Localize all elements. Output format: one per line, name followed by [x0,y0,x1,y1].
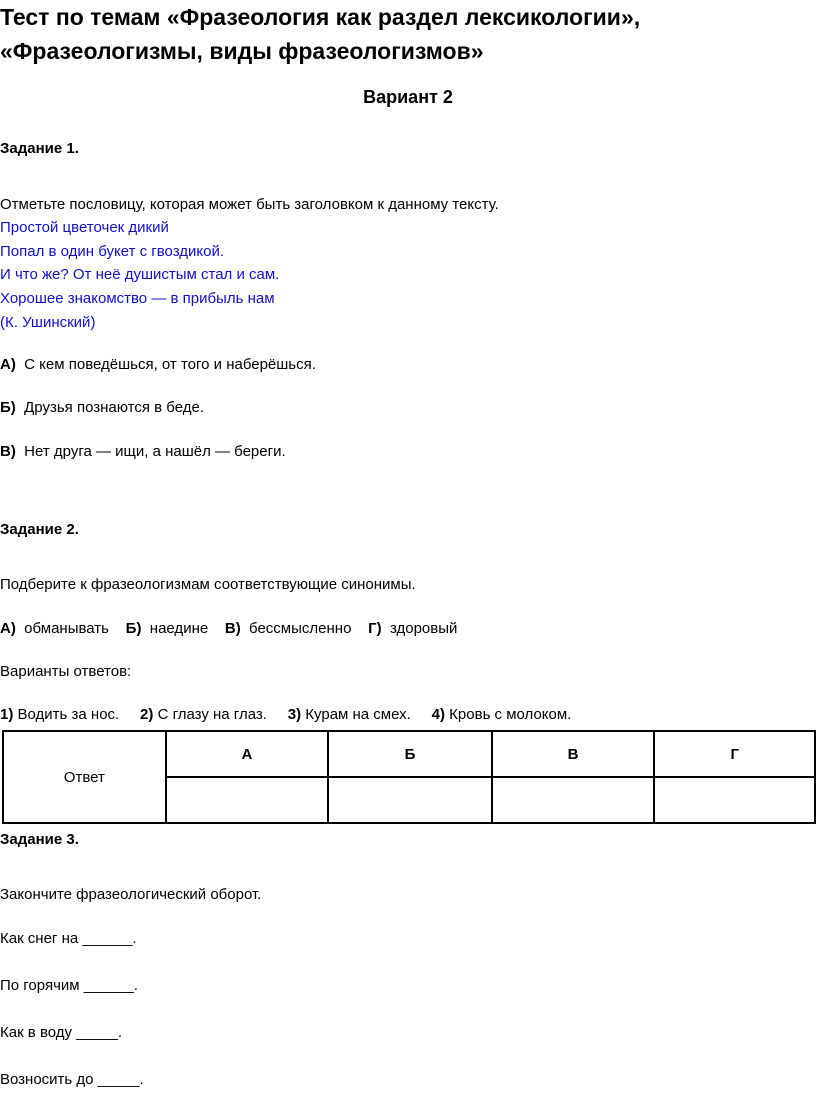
answer-column-header: В [492,731,655,777]
answer-table [2,730,816,824]
task3-heading: Задание 3. [0,831,79,848]
task2-heading: Задание 2. [0,521,79,538]
answer-cell[interactable] [654,777,815,823]
task1-option-a[interactable] [0,356,316,373]
task3-item: По горячим ______. [0,977,138,994]
task2-phrases [0,706,571,723]
phrase-text: Курам на смех. [305,706,411,723]
answer-column-header: Б [328,731,492,777]
phrase-text: С глазу на глаз. [157,706,267,723]
poem-line: Простой цветочек дикий [0,219,169,236]
option-letter: В) [0,443,16,460]
task1-option-c[interactable] [0,443,286,460]
synonym-letter: Г) [368,620,382,637]
phrase-text: Водить за нос. [17,706,120,723]
answer-cell[interactable] [166,777,329,823]
poem-line: Хорошее знакомство — в прибыль нам [0,290,275,307]
phrase-text: Кровь с молоком. [449,706,572,723]
task3-item: Как снег на ______. [0,930,137,947]
option-letter: Б) [0,399,16,416]
option-text: С кем поведёшься, от того и наберёшься. [24,356,316,373]
answer-column-header: Г [654,731,815,777]
synonym-text: наедине [149,620,209,637]
synonym-text: бессмысленно [249,620,352,637]
task3-instruction: Закончите фразеологический оборот. [0,886,262,903]
option-text: Друзья познаются в беде. [24,399,204,416]
variant-label: Вариант 2 [363,87,453,107]
option-text: Нет друга — ищи, а нашёл — береги. [24,443,286,460]
phrase-number: 2) [140,706,154,723]
task1-instruction: Отметьте пословицу, которая может быть заголовком к данному тексту. [0,196,499,213]
answer-cell[interactable] [492,777,655,823]
option-letter: А) [0,356,16,373]
task3-item: Возносить до _____. [0,1071,144,1088]
synonym-letter: В) [224,620,241,637]
task2-instruction: Подберите к фразеологизмам соответствующие синонимы. [0,576,416,593]
answer-column-header: А [166,731,329,777]
poem-line: Попал в один букет с гвоздикой. [0,243,225,260]
synonym-letter: А) [0,620,16,637]
phrase-number: 3) [287,706,302,723]
page-title: Тест по темам «Фразеология как раздел лексикологии», «Фразеологизмы, виды фразеологизмов» [0,4,641,64]
synonym-text: здоровый [389,620,458,637]
poem-author: (К. Ушинский) [0,314,96,331]
phrase-number: 1) [0,706,14,723]
answer-row-label: Ответ [3,731,166,823]
task2-variants-label: Варианты ответов: [0,663,132,680]
task1-option-b[interactable] [0,399,204,416]
phrase-number: 4) [431,706,445,723]
task3-item: Как в воду _____. [0,1024,123,1041]
synonym-text: обманывать [24,620,109,637]
synonym-letter: Б) [125,620,142,637]
answer-cell[interactable] [328,777,492,823]
poem-line: И что же? От неё душистым стал и сам. [0,266,280,283]
task2-synonyms [0,620,457,637]
task1-heading: Задание 1. [0,140,79,157]
